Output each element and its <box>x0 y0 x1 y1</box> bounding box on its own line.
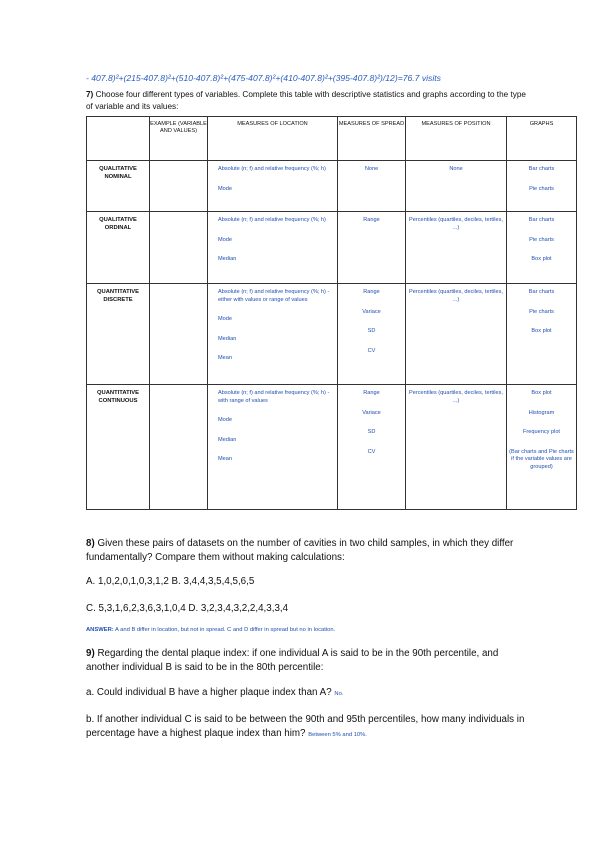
position-item: None <box>449 166 463 172</box>
graph-item: (Bar charts and Pie charts if the variable values are grouped) <box>509 448 574 470</box>
answer-label: ANSWER: <box>86 627 114 633</box>
table-row <box>87 212 577 284</box>
position-item: Percentiles (quartiles, deciles, tertiles, ...) <box>409 217 503 231</box>
position-cell <box>406 284 507 385</box>
location-item: Mode <box>218 316 232 322</box>
graph-item: Frequency plot <box>522 429 560 435</box>
graph-item: Bar charts <box>528 166 555 172</box>
answer-text: A and B differ in location, but not in spread. C and D differ in spread but no in location. <box>115 627 336 633</box>
graph-item: Pie charts <box>529 236 554 243</box>
header-spread: MEASURES OF SPREAD <box>338 117 406 161</box>
position-item: Percentiles (quartiles, deciles, tertiles, ...) <box>409 390 503 404</box>
position-cell <box>406 161 507 212</box>
header-location: MEASURES OF LOCATION <box>208 117 338 161</box>
table-row <box>87 284 577 385</box>
variance-formula: - 407.8)²+(215-407.8)²+(510-407.8)²+(475-407.8)²+(410-407.8)²+(395-407.8)²)/12)=76.7 visits <box>86 73 441 83</box>
location-cell <box>208 385 338 510</box>
header-blank <box>87 117 150 161</box>
spread-item: Range <box>363 289 380 295</box>
dataset-pair-ab: A. 1,0,2,0,1,0,3,1,2 B. 3,4,4,3,5,4,5,6,5 <box>86 576 255 587</box>
question-9b-text: b. If another individual C is said to be between the 90th and 95th percentiles, how many individuals in percentage have a highest plaque index than him? <box>86 714 525 739</box>
table-row <box>87 161 577 212</box>
spread-item: Variace <box>362 409 381 416</box>
location-item: Median <box>218 335 237 342</box>
question-8-text: Given these pairs of datasets on the number of cavities in two child samples, in which they differ fundamentally? Compare them without making calculations: <box>86 538 514 563</box>
dataset-pair-cd: C. 5,3,1,6,2,3,6,3,1,0,4 D. 3,2,3,4,3,2,2,4,3,3,4 <box>86 603 289 614</box>
location-item: Mode <box>218 236 232 243</box>
location-cell <box>208 161 338 212</box>
question-8-number: 8) <box>86 538 95 549</box>
question-9 <box>86 647 526 675</box>
location-cell <box>208 284 338 385</box>
spread-cell <box>338 212 406 284</box>
location-cell <box>208 212 338 284</box>
graphs-cell <box>507 161 577 212</box>
table-row <box>87 385 577 510</box>
category-cell: QUALITATIVE NOMINAL <box>87 161 150 212</box>
graph-item: Box plot <box>531 328 552 334</box>
example-cell <box>150 161 208 212</box>
example-cell <box>150 212 208 284</box>
example-cell <box>150 284 208 385</box>
graphs-cell <box>507 284 577 385</box>
spread-item: SD <box>367 328 376 334</box>
location-item: Absolute (n; f) and relative frequency (%; h) - either with values or range of values <box>218 289 330 303</box>
question-9a <box>86 687 343 698</box>
question-8 <box>86 537 526 565</box>
location-item: Absolute (n; f) and relative frequency (%; h) - with range of values <box>218 390 330 404</box>
graph-item: Box plot <box>531 256 552 262</box>
variables-table <box>86 116 577 510</box>
question-9b-answer: Between 5% and 10%. <box>308 732 367 738</box>
location-item: Mean <box>218 456 232 462</box>
example-cell <box>150 385 208 510</box>
question-9-text: Regarding the dental plaque index: if one individual A is said to be in the 90th percentile, and another individual B is said to be in the 80th percentile: <box>86 648 499 673</box>
graph-item: Pie charts <box>529 185 554 192</box>
graphs-cell <box>507 212 577 284</box>
location-item: Mean <box>218 355 232 361</box>
category-cell: QUANTITATIVE DISCRETE <box>87 284 150 385</box>
spread-cell <box>338 284 406 385</box>
position-item: Percentiles (quartiles, deciles, tertiles, ...) <box>409 289 503 303</box>
spread-item: CV <box>367 448 376 455</box>
location-item: Absolute (n; f) and relative frequency (%; h) <box>218 166 326 172</box>
graph-item: Histogram <box>528 409 555 416</box>
spread-cell <box>338 161 406 212</box>
header-graphs: GRAPHS <box>507 117 577 161</box>
graphs-cell <box>507 385 577 510</box>
table-header-row <box>87 117 577 161</box>
spread-cell <box>338 385 406 510</box>
location-item: Median <box>218 256 237 262</box>
graph-item: Pie charts <box>529 308 554 315</box>
question-9a-answer: No. <box>334 691 344 697</box>
graph-item: Bar charts <box>528 289 555 295</box>
question-7-text: Choose four different types of variables. Complete this table with descriptive statistics and graphs according to the type of variable and its values: <box>86 90 526 111</box>
question-7 <box>86 89 526 113</box>
graph-item: Box plot <box>531 390 552 396</box>
header-position: MEASURES OF POSITION <box>406 117 507 161</box>
position-cell <box>406 385 507 510</box>
location-item: Mode <box>218 185 232 192</box>
question-9-number: 9) <box>86 648 95 659</box>
graph-item: Bar charts <box>528 217 555 223</box>
location-item: Absolute (n; f) and relative frequency (%; h) <box>218 217 326 223</box>
spread-item: CV <box>367 347 376 354</box>
question-9a-text: a. Could individual B have a higher plaque index than A? <box>86 687 332 698</box>
category-cell: QUANTITATIVE CONTINUOUS <box>87 385 150 510</box>
location-item: Mode <box>218 417 232 423</box>
question-7-number: 7) <box>86 90 94 99</box>
spread-item: None <box>364 166 379 172</box>
spread-item: Range <box>363 217 380 223</box>
position-cell <box>406 212 507 284</box>
category-cell: QUALITATIVE ORDINAL <box>87 212 150 284</box>
header-example: EXAMPLE (VARIABLE AND VALUES) <box>150 117 208 161</box>
question-8-answer <box>86 627 335 633</box>
spread-item: SD <box>367 429 376 435</box>
location-item: Median <box>218 436 237 443</box>
question-9b <box>86 713 526 742</box>
spread-item: Range <box>363 390 380 396</box>
spread-item: Variace <box>362 308 381 315</box>
